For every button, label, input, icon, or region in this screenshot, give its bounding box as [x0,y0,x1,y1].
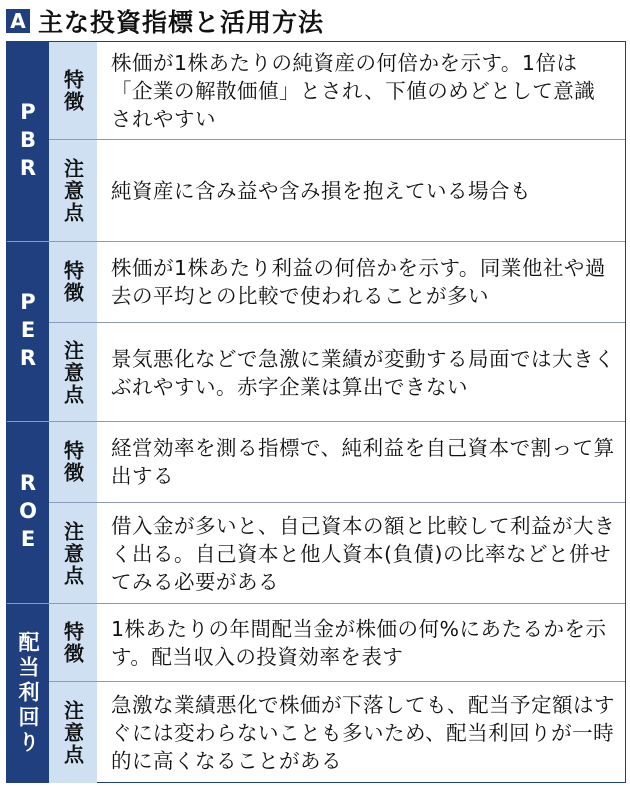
group-label: 配当利回り [7,604,49,782]
group-pbr [7,42,625,241]
feature-text: 株価が1株あたり利益の何倍かを示す。同業他社や過去の平均との比較で使われることが多い [111,256,606,308]
group-label: PBR [7,42,49,241]
caution-row [49,502,625,604]
page-title: 主な投資指標と活用方法 [38,8,325,37]
feature-row [49,242,625,322]
group-label: ROE [7,422,49,603]
caution-label: 注意点 [49,503,97,604]
caution-label: 注意点 [49,682,97,783]
group-label: PER [7,242,49,421]
group-per [7,241,625,421]
caution-text: 純資産に含み益や含み損を抱えている場合も [111,178,531,203]
feature-text: 1株あたりの年間配当金が株価の何%にあたるかを示す。配当収入の投資効率を表す [111,616,607,669]
feature-label: 特徴 [49,422,97,502]
caution-row [49,681,625,783]
feature-row [49,42,625,139]
feature-label: 特徴 [49,242,97,322]
indicator-table [6,41,626,783]
group-dividend-yield [7,603,625,782]
caution-text: 借入金が多いと、自己資本の額と比較して利益が大きく出る。自己資本と他人資本(負債)の比率などと併せてみる必要がある [111,513,615,594]
feature-label: 特徴 [49,604,97,681]
caution-text: 急激な業績悪化で株価が下落しても、配当予定額はすぐには変わらないことも多いため、配当利回りが一時的に高くなることがある [111,692,615,773]
caution-row [49,322,625,422]
feature-row [49,604,625,681]
feature-label: 特徴 [49,42,97,139]
page-header [6,6,324,36]
caution-label: 注意点 [49,140,97,241]
caution-text: 景気悪化などで急激に業績が変動する局面では大きくぶれやすい。赤字企業は算出できない [111,346,615,399]
feature-text: 株価が1株あたりの純資産の何倍かを示す。1倍は「企業の解散価値」とされ、下値のめどとして意識されやすい [111,50,596,131]
group-roe [7,421,625,603]
feature-text: 経営効率を測る指標で、純利益を自己資本で割って算出する [111,436,615,488]
section-badge: A [6,9,30,33]
caution-label: 注意点 [49,323,97,422]
caution-row [49,139,625,241]
feature-row [49,422,625,502]
